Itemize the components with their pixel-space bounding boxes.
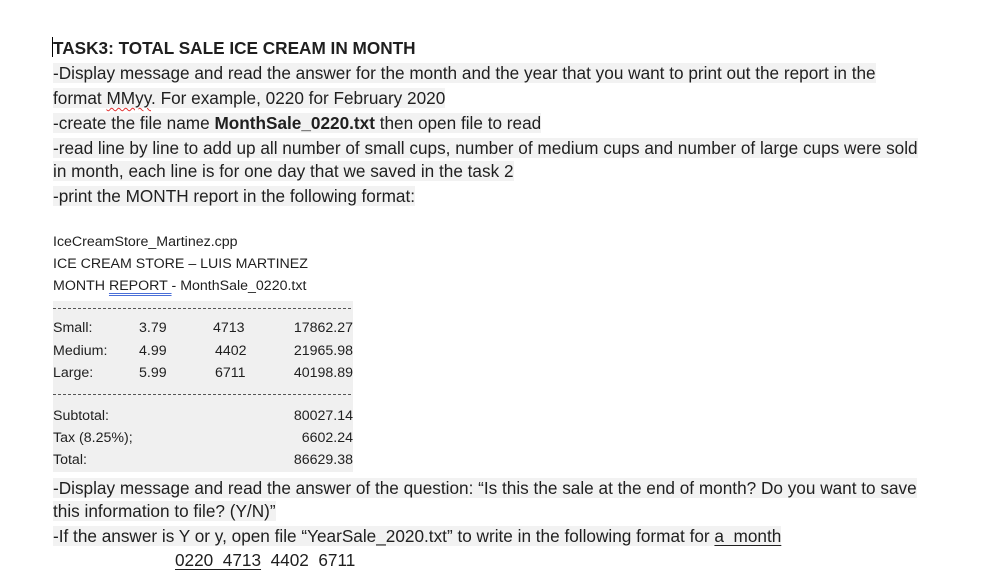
task-title: TASK3: TOTAL SALE ICE CREAM IN MONTH <box>53 38 416 58</box>
task-line-1: -Display message and read the answer for the month and the year that you want to print out the report in the <box>53 63 876 83</box>
report-file-line: IceCreamStore_Martinez.cpp <box>53 234 238 250</box>
report-divider-top <box>53 308 351 309</box>
after-line-2: this information to file? (Y/N)” <box>53 501 276 521</box>
file-name-bold: MonthSale_0220.txt <box>214 113 375 133</box>
task-line-3: -create the file name MonthSale_0220.txt then open file to read <box>53 113 542 133</box>
spellcheck-word: MMyy <box>106 88 152 108</box>
year-file-sample-line: 0220 4713 4402 6711 <box>175 550 356 570</box>
task-line-6: -print the MONTH report in the following format: <box>53 186 416 206</box>
after-line-1: -Display message and read the answer of the question: “Is this the sale at the end of month? Do you want to save <box>53 478 917 498</box>
task-line-4: -read line by line to add up all number of small cups, number of medium cups and number of large cups were sold <box>53 138 918 158</box>
month-report-sample: IceCreamStore_Martinez.cpp ICE CREAM STORE – LUIS MARTINEZ MONTH REPORT - MonthSale_0220.txt Small: 3.79 4713 17862.27 Medium: 4.99 4402 21965.98 Large: 5.99 6711 40198.89 Subtotal: 80027.14 Tax (8.25%); 6602.24 Total: 86629.38 <box>53 223 353 472</box>
report-divider-bottom <box>53 394 351 395</box>
task-line-5: in month, each line is for one day that we saved in the task 2 <box>53 161 514 181</box>
report-header-line: MONTH REPORT - MonthSale_0220.txt <box>53 278 307 294</box>
after-line-3: -If the answer is Y or y, open file “YearSale_2020.txt” to write in the following format for a month <box>53 526 782 546</box>
report-store-line: ICE CREAM STORE – LUIS MARTINEZ <box>53 256 308 272</box>
task-line-2: format MMyy. For example, 0220 for February 2020 <box>53 88 446 108</box>
